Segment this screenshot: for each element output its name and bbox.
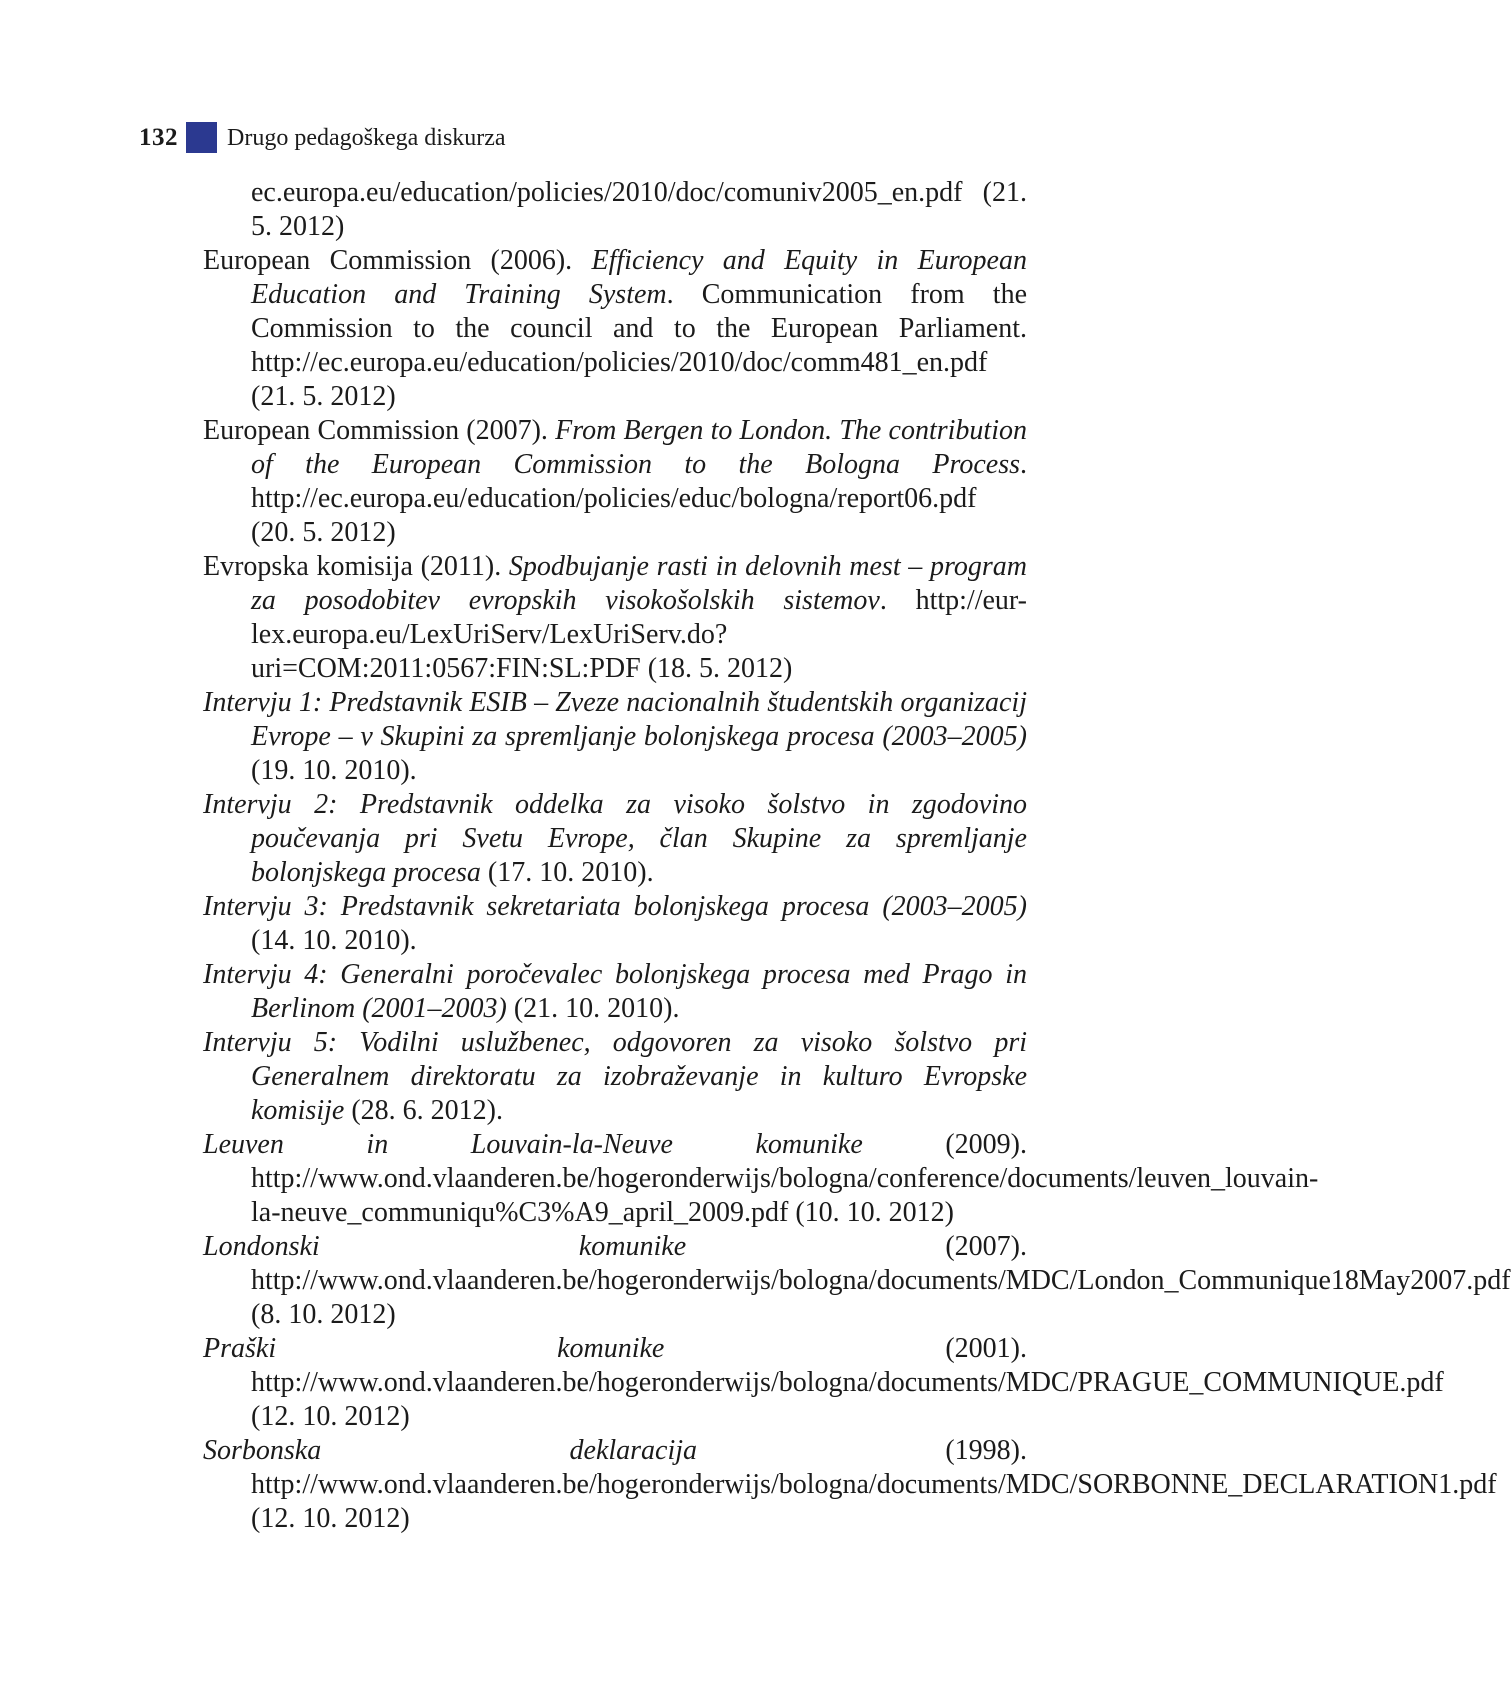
reference-text: Evropska komisija (2011).	[203, 551, 509, 582]
reference-entry	[203, 550, 1027, 686]
reference-entry	[203, 890, 1027, 958]
reference-entry	[203, 1026, 1027, 1128]
reference-entry	[203, 1332, 1444, 1434]
reference-text: (1998). http://www.ond.vlaanderen.be/hogeronderwijs/bologna/documents/MDC/SORBONNE_DECLARATION1.pdf (12. 10. 2012)	[251, 1435, 1497, 1534]
running-head	[139, 122, 506, 153]
reference-title: Leuven in Louvain-la-Neuve komunike	[203, 1129, 863, 1160]
reference-title: Spodbujanje rasti in delovnih mest – program za posodobitev evropskih visokošolskih sistemov	[251, 551, 1027, 616]
reference-entry	[203, 414, 1027, 550]
reference-title: Londonski komunike	[203, 1231, 687, 1262]
reference-title: Efficiency and Equity in European Education and Training System	[251, 245, 1027, 310]
reference-text: . http://ec.europa.eu/education/policies/educ/bologna/report06.pdf (20. 5. 2012)	[251, 449, 1027, 548]
reference-title: Intervju 1: Predstavnik ESIB – Zveze nacionalnih študentskih organizacij Evrope – v Skupini za spremljanje bolonjskega procesa (2003–2005)	[203, 687, 1027, 752]
reference-title: Intervju 5: Vodilni uslužbenec, odgovoren za visoko šolstvo pri Generalnem direktoratu za izobraževanje in kulturo Evropske komisije	[203, 1027, 1027, 1126]
reference-title: Intervju 2: Predstavnik oddelka za visoko šolstvo in zgodovino poučevanja pri Svetu Evrope, član Skupine za spremljanje bolonjskega procesa	[203, 789, 1027, 888]
reference-entry	[203, 1434, 1497, 1536]
reference-text: ec.europa.eu/education/policies/2010/doc/comuniv2005_en.pdf (21. 5. 2012)	[251, 177, 1027, 242]
reference-entry	[203, 686, 1027, 788]
reference-entry	[203, 176, 1027, 244]
reference-text: (2007). http://www.ond.vlaanderen.be/hogeronderwijs/bologna/documents/MDC/London_Communique18May2007.pdf (8. 10. 2012)	[251, 1231, 1511, 1330]
section-marker	[186, 122, 217, 153]
reference-text: (17. 10. 2010).	[480, 857, 654, 888]
reference-title: Intervju 3: Predstavnik sekretariata bolonjskega procesa (2003–2005)	[203, 891, 1027, 922]
reference-entry	[203, 1128, 1319, 1230]
reference-text: European Commission (2007).	[203, 415, 556, 446]
reference-text: (19. 10. 2010).	[251, 755, 417, 786]
reference-entry	[203, 788, 1027, 890]
reference-entry	[203, 958, 1027, 1026]
running-title: Drugo pedagoškega diskurza	[227, 124, 506, 151]
reference-title: Praški komunike	[203, 1333, 665, 1364]
reference-text: . http://eur-lex.europa.eu/LexUriServ/LexUriServ.do?uri=COM:2011:0567:FIN:SL:PDF (18. 5. 2012)	[251, 585, 1027, 684]
page-number: 132	[139, 123, 178, 151]
reference-text: (21. 10. 2010).	[506, 993, 680, 1024]
reference-text: (14. 10. 2010).	[251, 925, 417, 956]
reference-text: (2009). http://www.ond.vlaanderen.be/hogeronderwijs/bologna/conference/documents/leuven_louvain-la-neuve_communiqu%C3%A9_april_2009.pdf (10. 10. 2012)	[251, 1129, 1319, 1228]
reference-list	[203, 176, 1511, 1536]
reference-text: (2001). http://www.ond.vlaanderen.be/hogeronderwijs/bologna/documents/MDC/PRAGUE_COMMUNIQUE.pdf (12. 10. 2012)	[251, 1333, 1444, 1432]
reference-entry	[203, 244, 1027, 414]
reference-entry	[203, 1230, 1511, 1332]
reference-text: (28. 6. 2012).	[344, 1095, 503, 1126]
reference-title: Sorbonska deklaracija	[203, 1435, 698, 1466]
reference-text: . Communication from the Commission to the council and to the European Parliament. http://ec.europa.eu/education/policies/2010/doc/comm481_en.pdf (21. 5. 2012)	[251, 279, 1028, 412]
reference-title: Intervju 4: Generalni poročevalec bolonjskega procesa med Prago in Berlinom (2001–2003)	[203, 959, 1027, 1024]
reference-text: European Commission (2006).	[203, 245, 592, 276]
reference-title: From Bergen to London. The contribution of the European Commission to the Bologna Process	[251, 415, 1027, 480]
